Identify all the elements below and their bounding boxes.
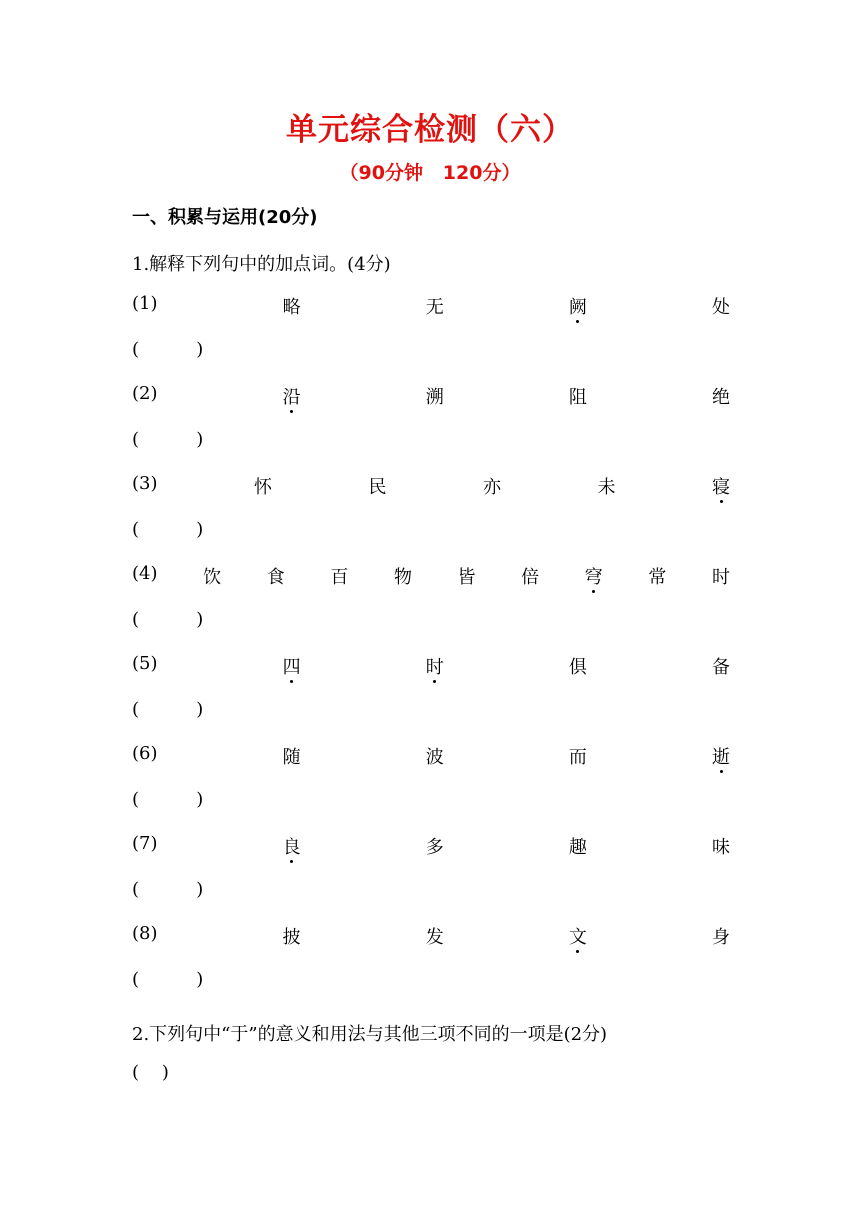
question-1-item-7 bbox=[132, 833, 730, 861]
sentence-character: 未 bbox=[597, 477, 616, 498]
sentence-character: 绝 bbox=[712, 387, 730, 408]
answer-blank: ( ) bbox=[132, 609, 204, 630]
question-1-item-5 bbox=[132, 653, 730, 681]
sentence-character: 发 bbox=[425, 927, 444, 948]
dotted-character: 逝 bbox=[712, 743, 730, 769]
sentence-character: 民 bbox=[368, 477, 387, 498]
sentence-character: 时 bbox=[711, 567, 730, 588]
dotted-character: 阙 bbox=[569, 293, 587, 319]
sentence-character: 百 bbox=[330, 567, 349, 588]
sentence-character: 怀 bbox=[254, 477, 272, 498]
dotted-character: 穹 bbox=[585, 563, 603, 589]
sentence-character: 阻 bbox=[568, 387, 587, 408]
sentence-character: 亦 bbox=[483, 477, 501, 498]
dotted-character: 寝 bbox=[712, 473, 730, 499]
page-title: 单元综合检测（六） bbox=[286, 112, 574, 148]
sentence-character: 备 bbox=[712, 657, 730, 678]
question-1-item-8 bbox=[132, 923, 730, 951]
item-number: (3) bbox=[132, 473, 158, 494]
question-2-prompt: 2.下列句中“于”的意义和用法与其他三项不同的一项是(2分) bbox=[132, 1024, 608, 1045]
answer-blank: ( ) bbox=[132, 699, 204, 720]
question-1-item-4 bbox=[132, 563, 730, 591]
sentence-character: 处 bbox=[712, 297, 730, 318]
sentence-character: 倍 bbox=[521, 567, 540, 588]
question-1-item-3 bbox=[132, 473, 730, 501]
question-2-answer-blank: ( ) bbox=[132, 1062, 169, 1083]
sentence-character: 皆 bbox=[457, 567, 476, 588]
sentence-character: 波 bbox=[425, 747, 444, 768]
item-number: (2) bbox=[132, 383, 158, 404]
item-number: (4) bbox=[132, 563, 158, 584]
dotted-character: 文 bbox=[569, 923, 587, 949]
sentence-character: 俱 bbox=[568, 657, 587, 678]
sentence-character: 披 bbox=[282, 927, 301, 948]
item-number: (8) bbox=[132, 923, 158, 944]
question-1-prompt: 1.解释下列句中的加点词。(4分) bbox=[132, 254, 391, 275]
item-number: (6) bbox=[132, 743, 158, 764]
page-subtitle: （90分钟 120分） bbox=[339, 162, 521, 184]
sentence-character: 溯 bbox=[425, 387, 444, 408]
answer-blank: ( ) bbox=[132, 429, 204, 450]
sentence-character: 物 bbox=[393, 567, 412, 588]
answer-blank: ( ) bbox=[132, 969, 204, 990]
sentence-character: 饮 bbox=[203, 567, 222, 588]
question-1-item-1 bbox=[132, 293, 730, 321]
answer-blank: ( ) bbox=[132, 519, 204, 540]
sentence-character: 趣 bbox=[568, 837, 587, 858]
sentence-character: 无 bbox=[425, 297, 444, 318]
item-number: (5) bbox=[132, 653, 158, 674]
sentence-character: 身 bbox=[712, 927, 730, 948]
item-number: (1) bbox=[132, 293, 158, 314]
question-1-item-6 bbox=[132, 743, 730, 771]
sentence-character: 随 bbox=[282, 747, 301, 768]
answer-blank: ( ) bbox=[132, 339, 204, 360]
question-1-item-2 bbox=[132, 383, 730, 411]
dotted-character: 沿 bbox=[283, 383, 301, 409]
item-number: (7) bbox=[132, 833, 158, 854]
sentence-character: 而 bbox=[568, 747, 587, 768]
sentence-character: 味 bbox=[712, 837, 730, 858]
section-heading: 一、积累与运用(20分) bbox=[132, 207, 318, 228]
sentence-character: 食 bbox=[266, 567, 285, 588]
dotted-character: 四 bbox=[283, 653, 301, 679]
answer-blank: ( ) bbox=[132, 879, 204, 900]
sentence-character: 多 bbox=[425, 837, 444, 858]
answer-blank: ( ) bbox=[132, 789, 204, 810]
dotted-character: 良 bbox=[283, 833, 301, 859]
sentence-character: 常 bbox=[648, 567, 667, 588]
sentence-character: 略 bbox=[282, 297, 301, 318]
dotted-character: 时 bbox=[426, 653, 444, 679]
